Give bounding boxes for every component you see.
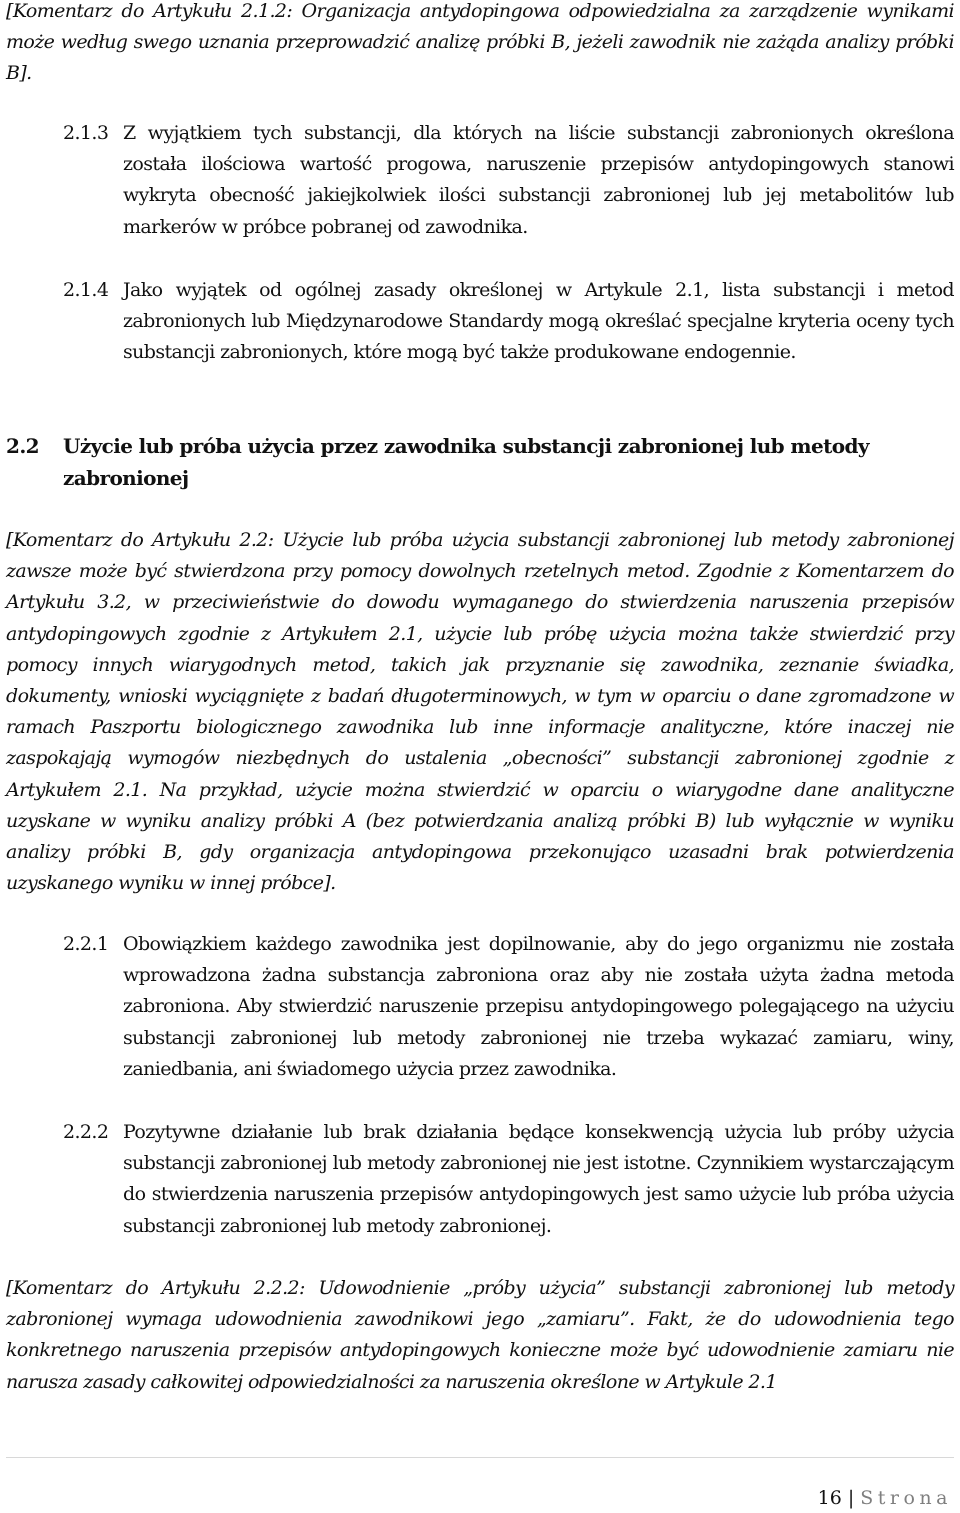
article-text-2-2-2: Pozytywne działanie lub brak działania będące konsekwencją użycia lub próby użycia substancji zabronionej lub metody zabronionej nie jest istotne. Czynnikiem wystarczającym do stwierdzenia naruszenia przepisów antydopingowych jest samo użycie lub próba użycia substancji zabronionej lub metody zabronionej. bbox=[123, 1121, 954, 1237]
article-number-2-2-1: 2.2.1 bbox=[63, 933, 109, 955]
comment-article-2-2: [Komentarz do Artykułu 2.2: Użycie lub próba użycia substancji zabronionej lub metody zabronionej zawsze może być stwierdzona przy pomocy dowolnych rzetelnych metod. Zgodnie z Komentarzem do Artykułu 3.2, w przeciwieństwie do dowodu wymaganego do stwierdzenia naruszenia przepisów antydopingowych zgodnie z Artykułem 2.1, użycie lub próbę użycia można także stwierdzić przy pomocy innych wiarygodnych metod, takich jak przyznanie się zawodnika, zeznanie świadka, dokumenty, wnioski wyciągnięte z badań długoterminowych, w tym w oparciu o dane zgromadzone w ramach Paszportu biologicznego zawodnika lub inne informacje analityczne, które inaczej nie zaspokajają wymogów niezbędnych do ustalenia „obecności” substancji zabronionej zgodnie z Artykułem 2.1. Na przykład, użycie można stwierdzić w oparciu o wiarygodne dane analityczne uzyskane w wyniku analizy próbki A (bez potwierdzania analizą próbki B) lub wyłącznie w wyniku analizy próbki B, gdy organizacja antydopingowa przekonująco uzasadni brak potwierdzenia uzyskanego wyniku w innej próbce]. bbox=[6, 529, 954, 895]
comment-article-2-1-2: [Komentarz do Artykułu 2.1.2: Organizacja antydopingowa odpowiedzialna za zarządzenie wynikami może według swego uznania przeprowadzić analizę próbki B, jeżeli zawodnik nie zażąda analizy próbki B]. bbox=[6, 0, 954, 85]
article-number-2-1-3: 2.1.3 bbox=[63, 122, 109, 144]
article-text-2-1-3: Z wyjątkiem tych substancji, dla których na liście substancji zabronionych określona została ilościowa wartość progowa, naruszenie przepisów antydopingowych stanowi wykryta obecność jakiejkolwiek ilości substancji zabronionej lub jej metabolitów lub markerów w próbce pobranej od zawodnika. bbox=[123, 122, 954, 238]
article-number-2-2-2: 2.2.2 bbox=[63, 1121, 109, 1143]
footer-separator: | bbox=[847, 1487, 855, 1509]
page-number: 16 bbox=[817, 1487, 842, 1509]
article-text-2-1-4: Jako wyjątek od ogólnej zasady określonej w Artykule 2.1, lista substancji i metod zabronionych lub Międzynarodowe Standardy mogą określać specjalne kryteria oceny tych substancji zabronionych, które mogą być także produkowane endogennie. bbox=[123, 279, 954, 364]
page-footer bbox=[818, 1487, 952, 1509]
article-number-2-1-4: 2.1.4 bbox=[63, 279, 109, 301]
section-heading-2-2: Użycie lub próba użycia przez zawodnika substancji zabronionej lub metody zabronionej bbox=[63, 434, 869, 490]
page-label: Strona bbox=[860, 1487, 952, 1509]
comment-article-2-2-2: [Komentarz do Artykułu 2.2.2: Udowodnienie „próby użycia” substancji zabronionej lub metody zabronionej wymaga udowodnienia zawodnikowi jego „zamiaru”. Fakt, że do udowodnienia tego konkretnego naruszenia przepisów antydopingowych konieczne może być udowodnienie zamiaru nie narusza zasady całkowitej odpowiedzialności za naruszenia określone w Artykule 2.1 bbox=[6, 1277, 954, 1393]
footer-divider bbox=[6, 1457, 954, 1458]
article-text-2-2-1: Obowiązkiem każdego zawodnika jest dopilnowanie, aby do jego organizmu nie została wprowadzona żadna substancja zabroniona oraz aby nie została użyta żadna metoda zabroniona. Aby stwierdzić naruszenie przepisu antydopingowego polegającego na użyciu substancji zabronionej lub metody zabronionej nie trzeba wykazać zamiaru, winy, zaniedbania, ani świadomego użycia przez zawodnika. bbox=[123, 933, 954, 1080]
section-number-2-2: 2.2 bbox=[6, 434, 39, 458]
